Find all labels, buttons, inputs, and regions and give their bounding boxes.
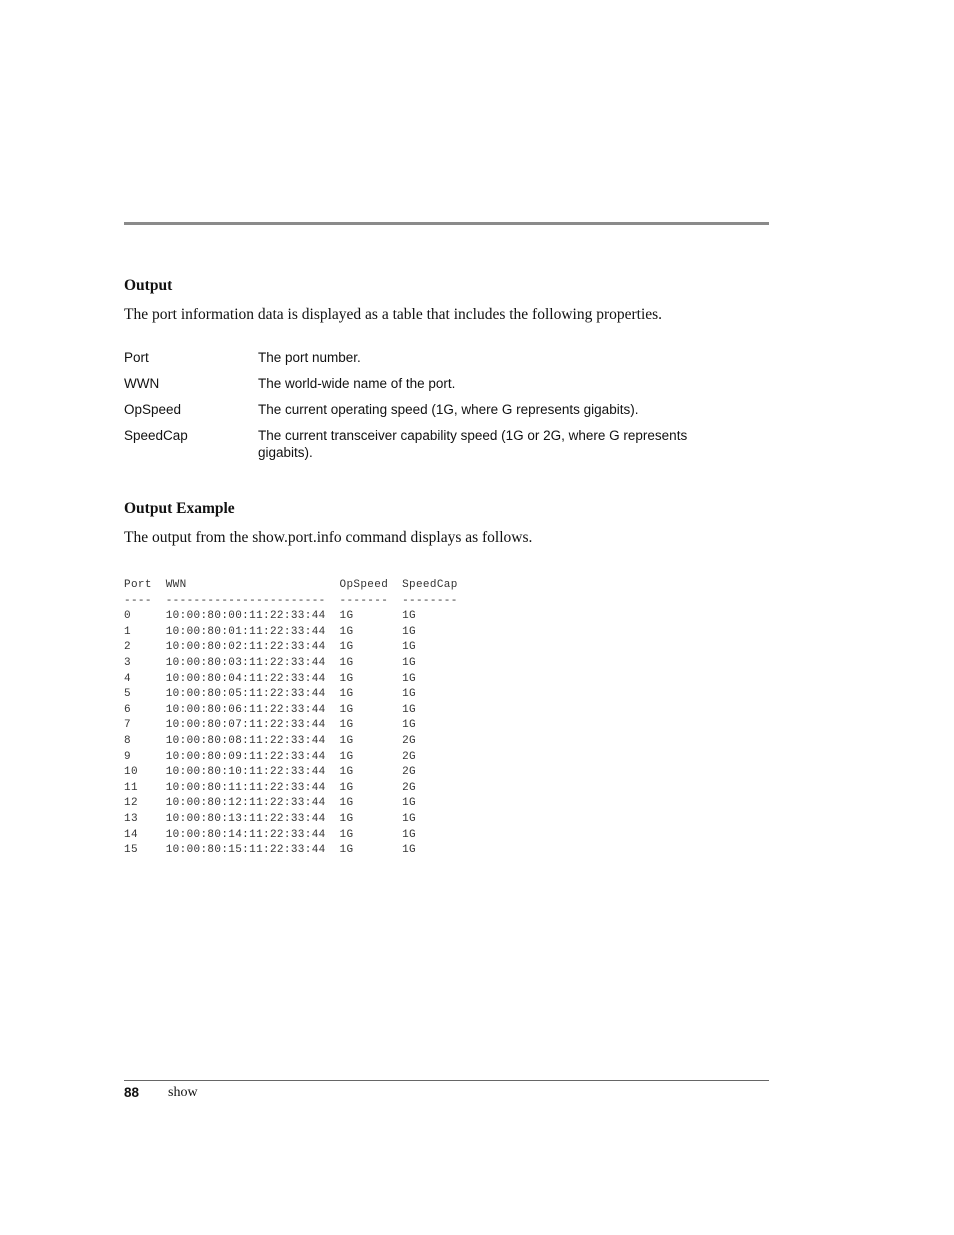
definition-term: WWN xyxy=(124,376,160,391)
table-row xyxy=(124,843,458,859)
table-cell: 1G xyxy=(339,828,403,841)
table-cell: 1G xyxy=(402,672,416,685)
table-cell: 5 xyxy=(124,688,166,701)
table-cell: 1G xyxy=(402,719,416,732)
table-cell: 1G xyxy=(339,703,403,716)
table-cell: 1G xyxy=(339,688,403,701)
table-cell: OpSpeed xyxy=(339,579,403,591)
table-cell: 1G xyxy=(402,812,416,825)
definition-row xyxy=(124,375,769,392)
footer-title: show xyxy=(168,1085,198,1100)
table-cell: 0 xyxy=(124,610,166,623)
command-output-block xyxy=(124,578,458,859)
definition-desc: The port number. xyxy=(258,350,361,365)
table-row xyxy=(124,656,458,672)
table-row xyxy=(124,812,458,828)
table-cell: SpeedCap xyxy=(402,579,458,591)
table-cell: 3 xyxy=(124,656,166,669)
table-cell: 10:00:80:10:11:22:33:44 xyxy=(165,766,340,779)
table-row xyxy=(124,703,458,719)
definition-desc: The current transceiver capability speed (1G or 2G, where G represents gigabits). xyxy=(258,428,688,460)
table-row xyxy=(124,687,458,703)
output-heading: Output xyxy=(124,277,173,294)
definition-desc: The current operating speed (1G, where G represents gigabits). xyxy=(258,402,639,417)
table-cell: 10:00:80:07:11:22:33:44 xyxy=(165,719,340,732)
table-cell: 1G xyxy=(339,797,403,810)
table-cell: 10:00:80:00:11:22:33:44 xyxy=(165,610,340,623)
example-heading: Output Example xyxy=(124,500,235,517)
definition-term: SpeedCap xyxy=(124,428,188,443)
table-cell: 2G xyxy=(402,750,416,763)
table-cell: 2G xyxy=(402,781,416,794)
table-row xyxy=(124,750,458,766)
table-header-row xyxy=(124,578,458,594)
definition-row xyxy=(124,401,769,418)
table-cell: 10:00:80:08:11:22:33:44 xyxy=(165,734,340,747)
table-cell: 1G xyxy=(402,656,416,669)
table-cell: 1G xyxy=(339,610,403,623)
output-intro: The port information data is displayed as a table that includes the following properties. xyxy=(124,306,663,323)
table-cell: Port xyxy=(124,579,166,591)
definition-row xyxy=(124,427,769,461)
table-row xyxy=(124,718,458,734)
table-cell: 8 xyxy=(124,734,166,747)
definition-list xyxy=(124,349,769,470)
table-cell: 1G xyxy=(402,625,416,638)
table-cell: 1G xyxy=(339,625,403,638)
table-cell: 7 xyxy=(124,719,166,732)
table-row xyxy=(124,672,458,688)
table-cell: 1G xyxy=(339,750,403,763)
table-cell: 10:00:80:11:11:22:33:44 xyxy=(165,781,340,794)
table-cell: 1G xyxy=(339,641,403,654)
table-cell: 12 xyxy=(124,797,166,810)
table-cell: 1G xyxy=(402,610,416,623)
table-row xyxy=(124,609,458,625)
table-cell: 10:00:80:12:11:22:33:44 xyxy=(165,797,340,810)
table-cell: 1G xyxy=(402,844,416,857)
table-row xyxy=(124,781,458,797)
table-cell: 10:00:80:13:11:22:33:44 xyxy=(165,812,340,825)
definition-term: Port xyxy=(124,350,149,365)
table-separator-row xyxy=(124,594,458,610)
table-cell: 1G xyxy=(339,734,403,747)
table-cell: 1G xyxy=(339,672,403,685)
table-cell: 1G xyxy=(339,781,403,794)
table-cell: 1G xyxy=(402,828,416,841)
table-cell: 1 xyxy=(124,625,166,638)
definition-term: OpSpeed xyxy=(124,402,182,417)
table-cell: 10:00:80:03:11:22:33:44 xyxy=(165,656,340,669)
table-cell: 10 xyxy=(124,766,166,779)
page-number: 88 xyxy=(124,1085,140,1100)
table-row xyxy=(124,734,458,750)
table-cell: ----------------------- xyxy=(165,594,340,607)
table-cell: 10:00:80:04:11:22:33:44 xyxy=(165,672,340,685)
table-cell: 15 xyxy=(124,844,166,857)
table-cell: 13 xyxy=(124,812,166,825)
table-cell: 2G xyxy=(402,766,416,779)
table-cell: 6 xyxy=(124,703,166,716)
definition-row xyxy=(124,349,769,366)
table-cell: 10:00:80:06:11:22:33:44 xyxy=(165,703,340,716)
table-cell: 9 xyxy=(124,750,166,763)
table-cell: WWN xyxy=(165,579,340,591)
table-cell: -------- xyxy=(402,594,458,607)
table-cell: 1G xyxy=(402,688,416,701)
top-rule xyxy=(124,222,769,225)
table-cell: 1G xyxy=(339,766,403,779)
table-cell: 2 xyxy=(124,641,166,654)
table-cell: 10:00:80:14:11:22:33:44 xyxy=(165,828,340,841)
table-cell: 14 xyxy=(124,828,166,841)
table-cell: 11 xyxy=(124,781,166,794)
table-row xyxy=(124,796,458,812)
example-intro: The output from the show.port.info command displays as follows. xyxy=(124,529,533,546)
table-cell: 10:00:80:15:11:22:33:44 xyxy=(165,844,340,857)
table-cell: 1G xyxy=(339,656,403,669)
table-row xyxy=(124,640,458,656)
table-row xyxy=(124,765,458,781)
table-row xyxy=(124,828,458,844)
table-cell: 1G xyxy=(339,812,403,825)
table-cell: 1G xyxy=(402,641,416,654)
table-cell: 4 xyxy=(124,672,166,685)
table-row xyxy=(124,625,458,641)
table-cell: 1G xyxy=(402,703,416,716)
table-cell: 2G xyxy=(402,734,416,747)
table-cell: 10:00:80:05:11:22:33:44 xyxy=(165,688,340,701)
definition-desc: The world-wide name of the port. xyxy=(258,376,456,391)
table-cell: ------- xyxy=(339,594,403,607)
table-cell: 1G xyxy=(339,844,403,857)
table-cell: 10:00:80:01:11:22:33:44 xyxy=(165,625,340,638)
table-cell: ---- xyxy=(124,594,166,607)
table-cell: 10:00:80:02:11:22:33:44 xyxy=(165,641,340,654)
footer-rule xyxy=(124,1080,769,1081)
table-cell: 1G xyxy=(339,719,403,732)
table-cell: 1G xyxy=(402,797,416,810)
table-cell: 10:00:80:09:11:22:33:44 xyxy=(165,750,340,763)
